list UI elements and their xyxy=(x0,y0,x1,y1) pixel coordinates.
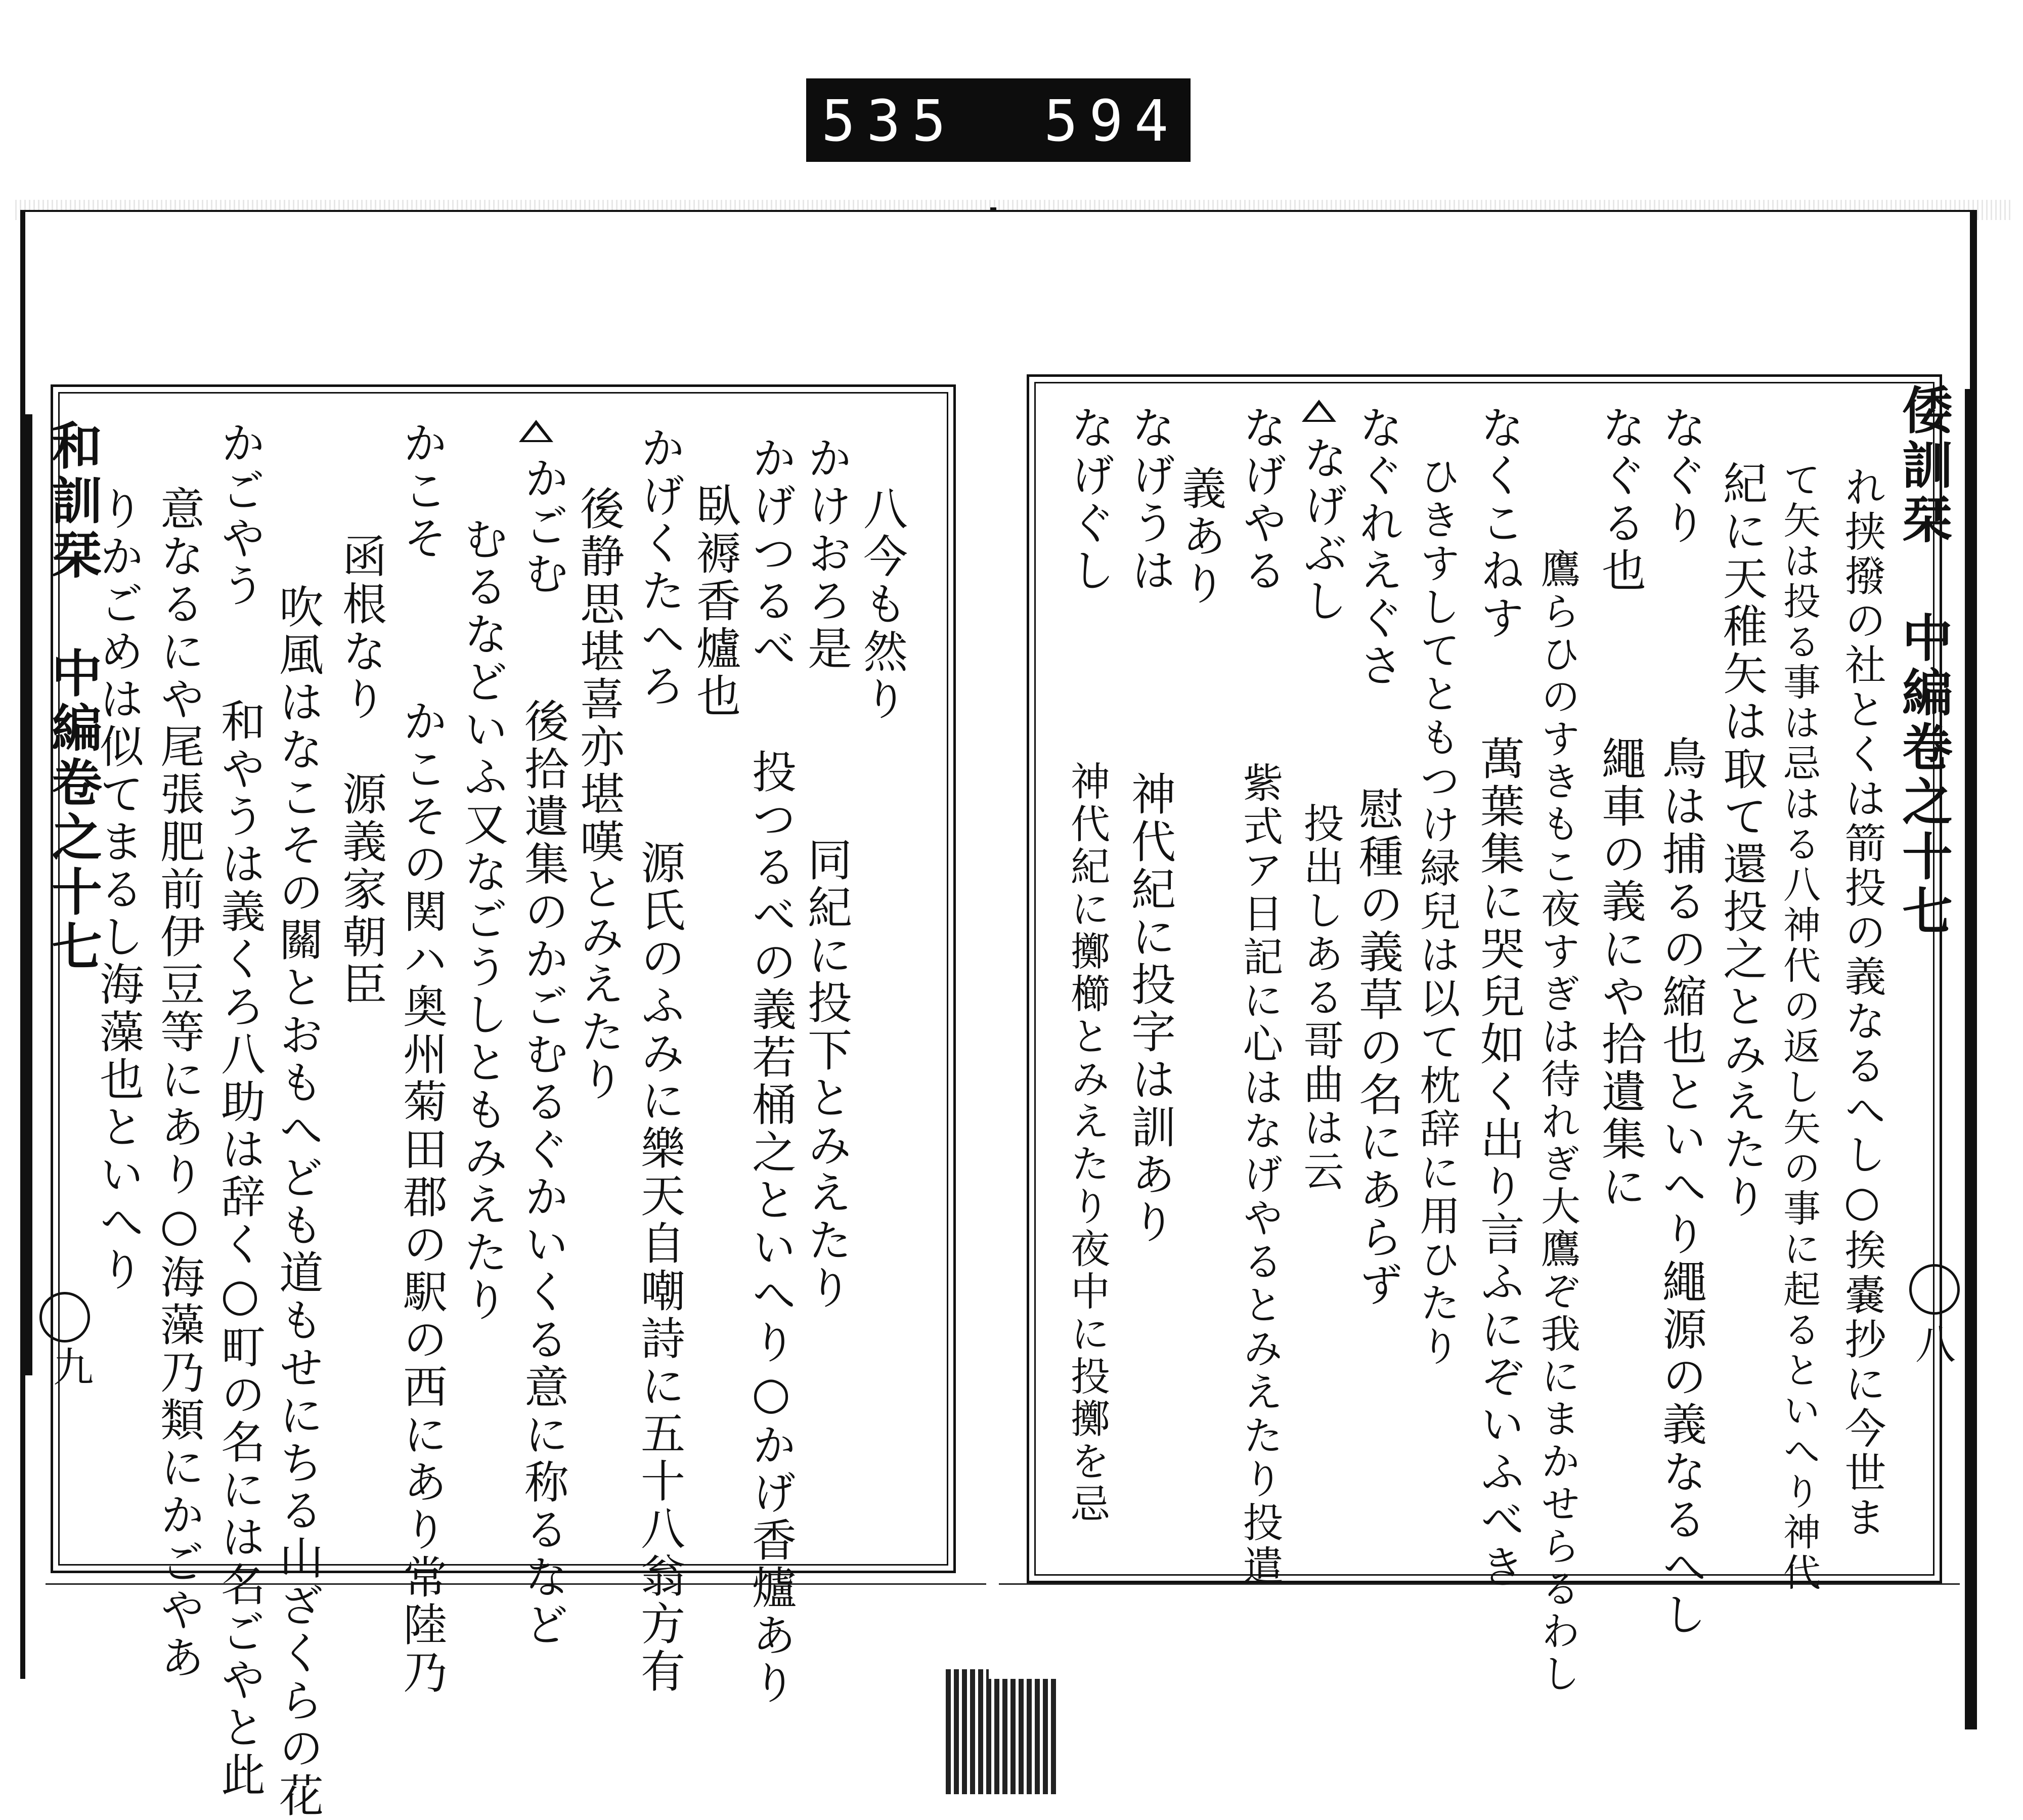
right-col-4: なぐり xyxy=(1655,405,1707,547)
entry-triangle-mark xyxy=(519,420,553,442)
left-edge-band xyxy=(20,414,32,1375)
left-col-7b: 後拾遺集のかごむるぐかいくる意に称るなど xyxy=(517,698,569,1649)
left-col-2: かけおろ是 xyxy=(801,435,853,673)
left-col-9b: かこその関ハ奥州菊田郡の駅の西にあり常陸乃 xyxy=(396,698,448,1697)
left-col-9: かこそ xyxy=(396,420,448,562)
right-col-12: なぐれえぐさ xyxy=(1352,405,1404,690)
left-col-5: かげくたへろ xyxy=(634,425,686,710)
left-col-3b: 同紀に投下とみえたり xyxy=(801,789,853,1312)
left-folio: 九 xyxy=(53,1344,94,1391)
right-col-14: なげぶし xyxy=(1296,435,1348,625)
right-col-2: て矢は投る事は忌はる八神代の返し矢の事に起るといへり神代 xyxy=(1777,460,1821,1593)
right-col-1: れ挟撥の社とくは箭投の義なるへし○挨嚢抄に今世ま xyxy=(1838,465,1886,1540)
spine-tab xyxy=(946,1669,1057,1794)
right-col-21: なげぐし xyxy=(1064,405,1116,595)
right-col-6: 鳥は捕るの縮也といへり繩源の義なるへし xyxy=(1655,688,1707,1639)
right-col-13: 慰種の義草の名にあらず xyxy=(1352,739,1404,1309)
label-left-number: 535 xyxy=(821,89,957,154)
left-col-10: 函根なり 源義家朝臣 xyxy=(335,486,387,1009)
left-col-3c: 投つるべの義若桶之といへり○かげ香爐あり xyxy=(745,749,797,1707)
right-col-11: ひきすしてともつけ緑兒は以て枕辞に用ひたり xyxy=(1413,455,1460,1369)
left-col-8: むるなどいふ又なごうしともみえたり xyxy=(457,516,509,1324)
right-folio: 八 xyxy=(1915,1321,1956,1368)
left-col-1: 八今も然り xyxy=(856,486,908,723)
right-col-19: なげうは xyxy=(1124,405,1176,595)
right-col-9: なくこねす xyxy=(1473,405,1525,642)
right-edge-title: 倭訓栞 中編卷之十七 xyxy=(1894,384,1953,939)
archive-number-label xyxy=(806,78,1191,162)
right-col-17: 紫式ア日記に心はなげやるとみえたり投遣 xyxy=(1236,718,1283,1588)
right-col-22: 神代紀に擲櫛とみえたり夜中に投擲を忌 xyxy=(1064,718,1110,1526)
left-col-13: 意なるにや尾張肥前伊豆等にあり○海藻乃類にかごやあ xyxy=(153,486,205,1682)
right-col-18: 義あり xyxy=(1175,465,1227,608)
right-col-8: 鷹らひのすきもこ夜すぎは待れぎ大鷹ぞ我にまかせらるわし xyxy=(1534,506,1580,1696)
left-col-7: かごむ xyxy=(517,455,569,598)
right-col-10: 萬葉集に哭兒如く出り言ふにぞいふべき xyxy=(1473,688,1525,1591)
left-col-6: 後静思堪喜亦堪嘆とみえたり xyxy=(573,486,625,1104)
left-col-12b: 和やうは義くろ八助は辞く○町の名には名ごやと此 xyxy=(214,698,266,1799)
left-col-3: かげつるべ xyxy=(745,435,797,673)
right-col-15: 投出しある哥曲は云 xyxy=(1297,759,1344,1194)
label-right-number: 594 xyxy=(1044,89,1180,154)
right-col-20: 神代紀に投字は訓あり xyxy=(1124,723,1176,1246)
right-edge-band xyxy=(1965,389,1977,1729)
left-col-11: 吹風はなこその關とおもへども道もせにちる山ざくらの花 xyxy=(272,536,324,1820)
right-col-3: 紀に天稚矢は取て還投之とみえたり xyxy=(1716,460,1768,1221)
right-entry-triangle-mark xyxy=(1302,400,1336,422)
right-col-5: なぐる也 xyxy=(1595,405,1647,595)
left-col-12: かごやう xyxy=(214,420,266,610)
left-col-4: 臥褥香爐也 xyxy=(689,435,741,720)
left-col-5b: 源氏のふみに樂天自嘲詩に五十八翁方有 xyxy=(634,840,686,1696)
left-col-14: りかごめは似てまるし海藻也といへり xyxy=(93,486,145,1294)
right-bottom-margin xyxy=(999,1583,1960,1671)
right-col-16: なげやる xyxy=(1236,405,1288,595)
right-col-7: 繩車の義にや拾遺集に xyxy=(1595,688,1647,1211)
left-edge-title: 和訓栞 中編卷之十七 xyxy=(43,419,103,975)
